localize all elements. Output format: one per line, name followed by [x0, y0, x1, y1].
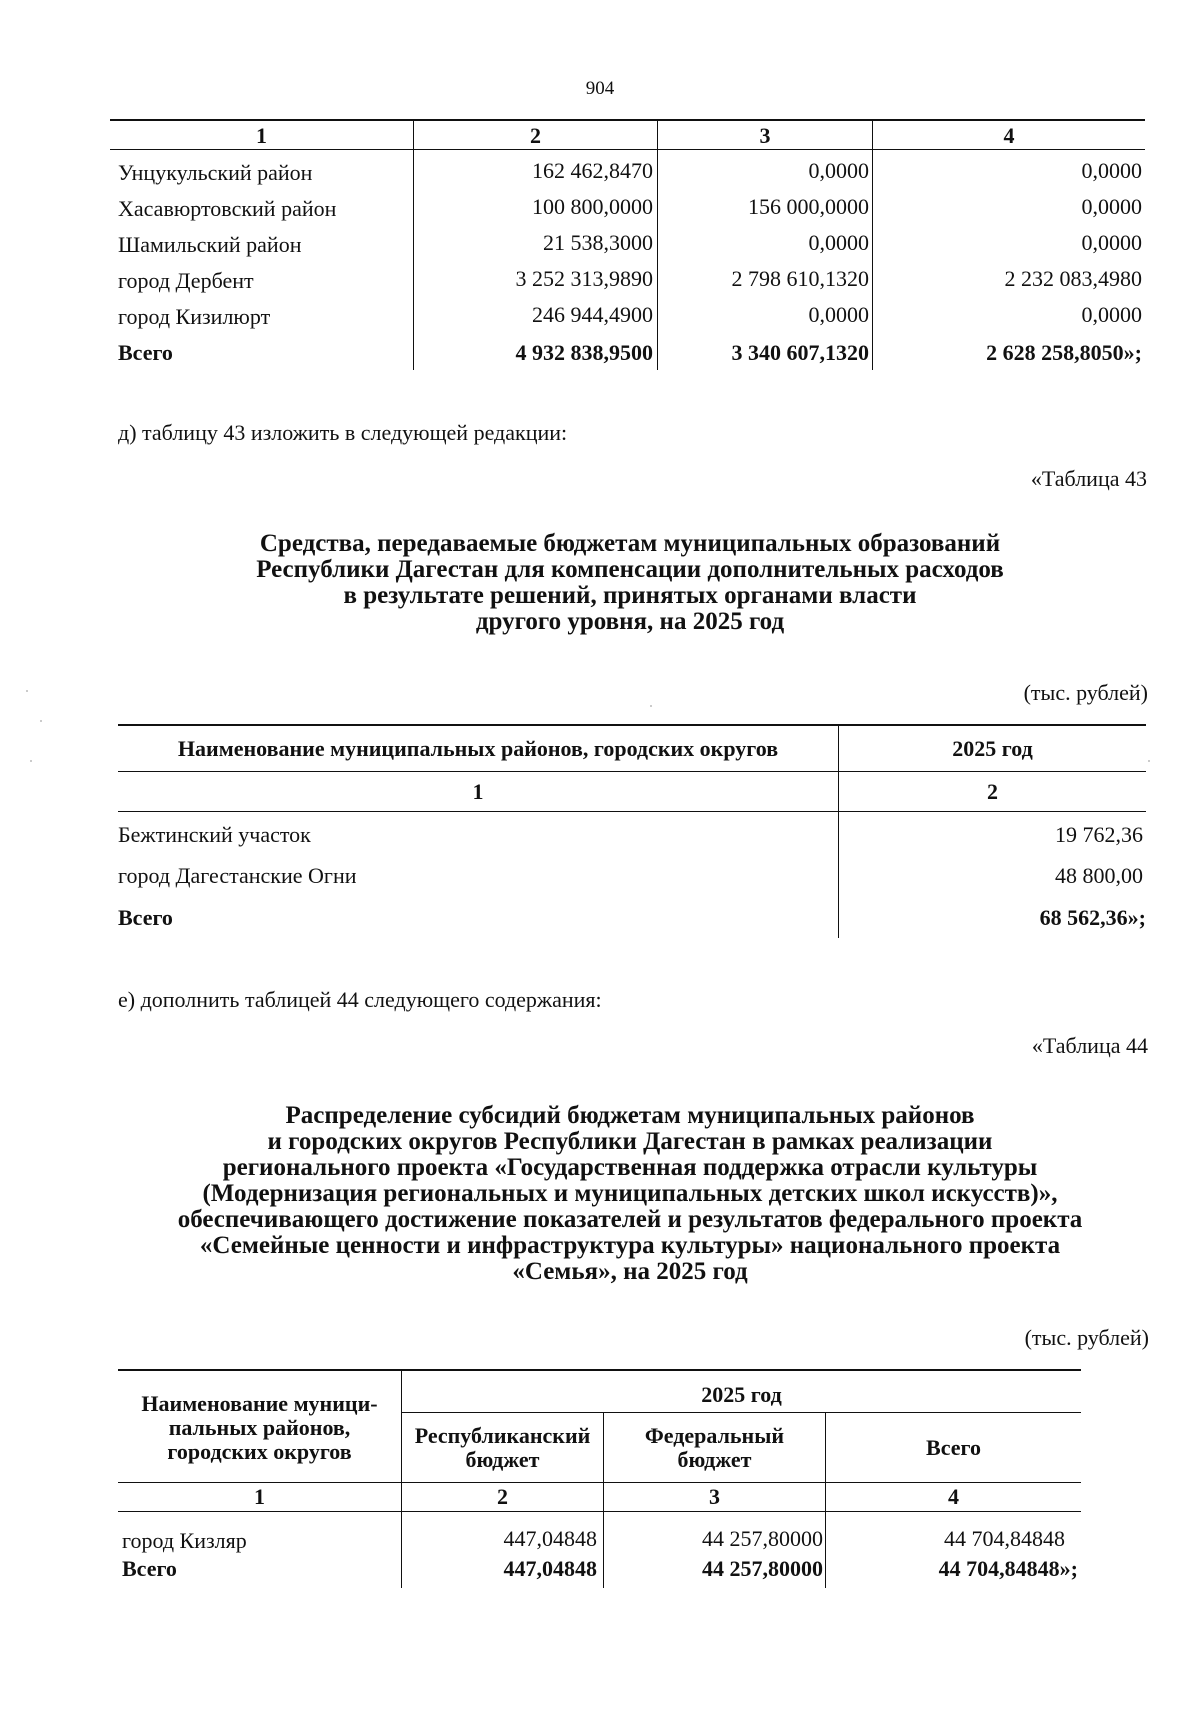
table-prev-header-1: 1: [256, 123, 267, 148]
table-44-header-name: пальных районов,: [168, 1415, 351, 1440]
scan-speck: [650, 705, 652, 707]
table-44-header-name: Наименование муници-: [141, 1391, 378, 1416]
table-43-mid-rule: [118, 771, 1146, 772]
title-line: Распределение субсидий бюджетам муниципальных районов: [285, 1102, 975, 1129]
title-line: Республики Дагестан для компенсации дополнительных расходов: [256, 556, 1004, 583]
table-row-c2: 246 944,4900: [532, 302, 653, 327]
table-43-top-rule: [118, 724, 1146, 726]
table-total-c2: 4 932 838,9500: [515, 340, 653, 365]
table-row-c4: 0,0000: [1081, 194, 1142, 219]
table-total-rep: 447,04848: [503, 1556, 597, 1581]
title-line: обеспечивающего достижение показателей и результатов федерального проекта: [177, 1206, 1083, 1233]
scan-speck: [26, 690, 28, 692]
table-row-c4: 2 232 083,4980: [1004, 266, 1142, 291]
table-43-header-name: Наименование муниципальных районов, городских округов: [177, 736, 779, 761]
table-43-colnum-2: 2: [987, 779, 998, 804]
table-row-c2: 3 252 313,9890: [515, 266, 653, 291]
title-line: другого уровня, на 2025 год: [475, 608, 785, 635]
title-line: Средства, передаваемые бюджетам муниципальных образований: [259, 530, 1001, 557]
title-line: (Модернизация региональных и муниципальных детских школ искусств)»,: [202, 1180, 1058, 1207]
table-44-colnum-1: 1: [254, 1484, 265, 1509]
title-line: и городских округов Республики Дагестан в рамках реализации: [267, 1128, 993, 1155]
table-43-label: «Таблица 43: [1030, 466, 1147, 491]
table-row-c3: 156 000,0000: [748, 194, 869, 219]
table-row-value: 19 762,36: [1055, 822, 1143, 847]
table-row-fed: 44 257,80000: [702, 1526, 823, 1551]
table-row-value: 48 800,00: [1055, 863, 1143, 888]
table-row-name: город Дербент: [118, 268, 254, 293]
table-44-year-rule: [401, 1412, 1081, 1413]
table-row-name: Шамильский район: [118, 232, 302, 257]
table-44-num-rule: [118, 1511, 1081, 1512]
title-line: «Семейные ценности и инфраструктура культуры» национального проекта: [199, 1232, 1061, 1259]
table-total-c3: 3 340 607,1320: [731, 340, 869, 365]
table-44-header-rule: [118, 1482, 1081, 1483]
table-row-name: Унцукульский район: [118, 160, 313, 185]
table-44-top-rule: [118, 1369, 1081, 1371]
table-44-colnum-2: 2: [497, 1484, 508, 1509]
table-row-c3: 2 798 610,1320: [731, 266, 869, 291]
table-total-label: Всего: [118, 905, 173, 930]
table-prev-header-3: 3: [759, 123, 771, 148]
scan-speck: [30, 760, 32, 762]
table-row-c4: 0,0000: [1081, 158, 1142, 183]
table-44-header-name: городских округов: [167, 1439, 352, 1464]
title-line: «Семья», на 2025 год: [512, 1258, 748, 1285]
section-e-intro: е) дополнить таблицей 44 следующего содержания:: [118, 987, 602, 1012]
table-row-c4: 0,0000: [1081, 302, 1142, 327]
table-44-header-rep: бюджет: [465, 1447, 540, 1472]
table-44-header-fed: бюджет: [677, 1447, 752, 1472]
table-total-c4: 2 628 258,8050»;: [986, 340, 1142, 365]
table-44-colnum-3: 3: [709, 1484, 720, 1509]
section-d-intro: д) таблицу 43 изложить в следующей редакции:: [118, 420, 568, 445]
table-44-units: (тыс. рублей): [1024, 1325, 1149, 1350]
table-row-name: город Кизляр: [122, 1528, 247, 1553]
table-total-fed: 44 257,80000: [702, 1556, 823, 1581]
table-prev-header-4: 4: [1003, 123, 1015, 148]
title-line: регионального проекта «Государственная поддержка отрасли культуры: [222, 1154, 1038, 1181]
table-44-header-fed: Федеральный: [644, 1423, 785, 1448]
table-total-total: 44 704,84848»;: [938, 1556, 1078, 1581]
table-43-header-year: 2025 год: [952, 736, 1033, 761]
table-row-rep: 447,04848: [503, 1526, 597, 1551]
table-row-c3: 0,0000: [808, 302, 869, 327]
table-total-value: 68 562,36»;: [1039, 905, 1146, 930]
table-row-c3: 0,0000: [808, 230, 869, 255]
scan-speck: [1148, 760, 1150, 762]
table-row-name: город Дагестанские Огни: [118, 863, 357, 888]
scan-speck: [40, 720, 42, 722]
table-43-num-rule: [118, 811, 1146, 812]
table-row-c2: 21 538,3000: [543, 230, 653, 255]
table-44-header-rep: Республиканский: [414, 1423, 591, 1448]
table-44-header-total: Всего: [926, 1435, 981, 1460]
table-row-name: Бежтинский участок: [118, 822, 311, 847]
page-number: 904: [585, 78, 615, 99]
table-prev-top-rule: [110, 119, 1145, 121]
table-prev-header-rule: [110, 149, 1145, 150]
table-44-colnum-4: 4: [948, 1484, 959, 1509]
table-row-c3: 0,0000: [808, 158, 869, 183]
table-44-header-year: 2025 год: [701, 1382, 782, 1407]
table-row-total: 44 704,84848: [944, 1526, 1065, 1551]
table-row-name: город Кизилюрт: [118, 304, 271, 329]
table-total-label: Всего: [122, 1556, 177, 1581]
table-total-label: Всего: [118, 340, 173, 365]
table-row-name: Хасавюртовский район: [118, 196, 337, 221]
table-row-c2: 100 800,0000: [532, 194, 653, 219]
table-row-c2: 162 462,8470: [532, 158, 653, 183]
table-43-colnum-1: 1: [472, 779, 484, 804]
title-line: в результате решений, принятых органами власти: [343, 582, 917, 609]
table-prev-header-2: 2: [530, 123, 541, 148]
table-43-units: (тыс. рублей): [1023, 680, 1148, 705]
table-row-c4: 0,0000: [1081, 230, 1142, 255]
table-44-label: «Таблица 44: [1031, 1033, 1148, 1058]
